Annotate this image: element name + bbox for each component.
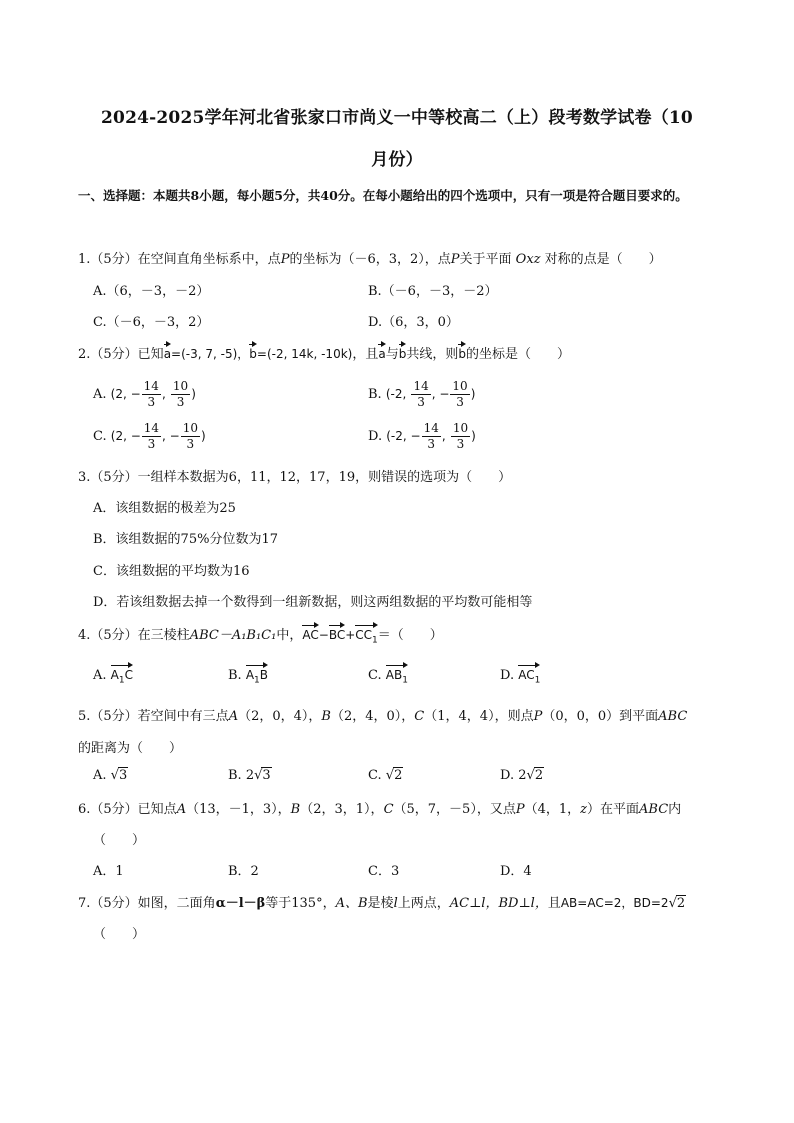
question-5-stem-line2: 的距离为（ ） bbox=[78, 741, 183, 756]
question-7-stem-line2: （ ） bbox=[93, 927, 146, 942]
question-6-option-a: A．1 bbox=[93, 864, 124, 879]
vector-a: a bbox=[164, 343, 171, 361]
question-7-stem: 7.（5分）如图，二面角α－l－β等于135°，A、B是棱l上两点，AC⊥l，BD⊥l，且AB=AC=2，BD=2√2 bbox=[78, 896, 686, 911]
question-3-option-d: D．若该组数据去掉一个数得到一组新数据，则这两组数据的平均数可能相等 bbox=[93, 595, 533, 610]
fraction: $\frac{14}{3}$ bbox=[143, 421, 160, 451]
sqrt: √2 bbox=[668, 896, 686, 911]
question-1-option-b: B.（－6，－3，－2） bbox=[368, 284, 498, 299]
question-3-stem: 3.（5分）一组样本数据为6，11，12，17，19，则错误的选项为（ ） bbox=[78, 470, 512, 485]
question-5-option-b: B. 2√3 bbox=[228, 768, 271, 783]
question-2-option-c: C. (2, − $\frac{14}{3}$ , − $\frac{10}{3}$ ) bbox=[93, 421, 206, 451]
question-6-option-d: D．4 bbox=[500, 864, 532, 879]
question-5-option-d: D. 2√2 bbox=[500, 768, 544, 783]
section-heading-choice: 一、选择题：本题共8小题，每小题5分，共40分。在每小题给出的四个选项中，只有一项是符合题目要求的。 bbox=[78, 188, 688, 203]
question-6-option-b: B．2 bbox=[228, 864, 259, 879]
sqrt: √3 bbox=[254, 768, 271, 783]
question-6-stem: 6.（5分）已知点A（13，－1，3），B（2，3，1），C（5，7，－5），又点P（4，1，z）在平面ABC内 bbox=[78, 802, 682, 817]
question-3-option-b: B．该组数据的75%分位数为17 bbox=[93, 532, 278, 547]
fraction: $\frac{14}{3}$ bbox=[413, 379, 429, 409]
fraction: $\frac{10}{3}$ bbox=[452, 421, 469, 451]
question-4-option-c: C. $AB_1$ bbox=[368, 664, 408, 685]
question-2-stem: 2.（5分）已知a=(-3, 7, -5)，b=(-2, 14k, -10k)，且a与b共线，则b的坐标是（ ） bbox=[78, 343, 570, 362]
exam-title-line2: 月份） bbox=[371, 150, 423, 170]
question-1-option-a: A.（6，－3，－2） bbox=[93, 284, 210, 299]
question-1-option-c: C.（－6，－3，2） bbox=[93, 315, 210, 330]
question-1-option-d: D.（6，3，0） bbox=[368, 315, 459, 330]
question-5-option-a: A. √3 bbox=[93, 768, 128, 783]
sqrt: √2 bbox=[385, 768, 403, 783]
question-6-stem-line2: （ ） bbox=[93, 833, 146, 848]
question-2-option-d: D. (-2, − $\frac{14}{3}$ , $\frac{10}{3}$ ) bbox=[368, 421, 476, 451]
question-4-option-a: A. $A_1C$ bbox=[93, 664, 133, 685]
sqrt: √3 bbox=[110, 768, 128, 783]
question-6-option-c: C．3 bbox=[368, 864, 400, 879]
sqrt: √2 bbox=[526, 768, 544, 783]
question-4-stem: 4.（5分）在三棱柱ABC－A₁B₁C₁中，$AC-BC+CC_1=$（ ） bbox=[78, 624, 443, 645]
question-2-option-a: A. (2, − $\frac{14}{3}$ , $\frac{10}{3}$ ) bbox=[93, 379, 196, 409]
exam-title-line1: 2024-2025学年河北省张家口市尚义一中等校高二（上）段考数学试卷（10 bbox=[101, 108, 693, 128]
question-3-option-c: C．该组数据的平均数为16 bbox=[93, 564, 250, 579]
fraction: $\frac{10}{3}$ bbox=[172, 379, 189, 409]
question-1-stem: 1.（5分）在空间直角坐标系中，点P的坐标为（－6，3，2），点P关于平面 Oxz 对称的点是（ ） bbox=[78, 252, 662, 267]
fraction: $\frac{10}{3}$ bbox=[452, 379, 468, 409]
question-2-option-b: B. (-2, $\frac{14}{3}$ , − $\frac{10}{3}$ ) bbox=[368, 379, 476, 409]
fraction: $\frac{14}{3}$ bbox=[423, 421, 439, 451]
question-4-option-d: D. $AC_1$ bbox=[500, 664, 540, 685]
vector-b: b bbox=[249, 343, 257, 361]
question-4-option-b: B. $A_1B$ bbox=[228, 664, 268, 685]
question-3-option-a: A．该组数据的极差为25 bbox=[93, 501, 236, 516]
question-5-option-c: C. √2 bbox=[368, 768, 403, 783]
fraction: $\frac{10}{3}$ bbox=[182, 421, 199, 451]
question-5-stem: 5.（5分）若空间中有三点A（2，0，4），B（2，4，0），C（1，4，4），则点P（0，0，0）到平面ABC bbox=[78, 709, 688, 724]
fraction: $\frac{14}{3}$ bbox=[143, 379, 159, 409]
